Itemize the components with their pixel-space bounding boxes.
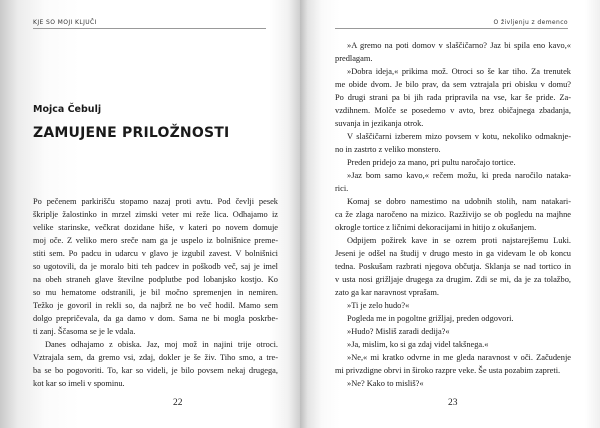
text-line: »Ja, mislim, ko si ga zdaj videl takšnega.« [347, 340, 489, 349]
text-line: zato ga kar naravnost vprašam. [335, 288, 439, 297]
paragraph [33, 195, 278, 338]
text-line: so mu hematome odstranili, je bil močno spremenjen in nemiren. [33, 288, 278, 297]
text-line: Preden pridejo za mano, pri pultu naročajo tortice. [347, 158, 516, 167]
text-line: V slaščičarni izberem mizo povsem v kotu, nekoliko odmaknje- [347, 132, 571, 141]
text-line: predlagam. [335, 54, 373, 63]
text-line: ca že zlaga naročeno na mizico. Razživijo se ob pogledu na majhne [335, 210, 571, 219]
text-line: ba se bo pogovoriti. To, kar so videli, je bilo povsem nekaj drugega, [33, 366, 278, 375]
running-head: KJE SO MOJI KLJUČI [33, 19, 97, 26]
text-line: vzdihnem. Molče se posedemo v avto, brez običajnega zbadanja, [335, 106, 571, 115]
paragraph [335, 338, 571, 351]
paragraph [335, 39, 571, 65]
page-number: 22 [173, 398, 183, 408]
text-line: »Ne,« mi kratko odvrne in me gleda naravnost v oči. Začudenje [347, 353, 571, 362]
header-rule [33, 28, 266, 29]
text-line: Po pečenem parkirišču stopamo nazaj proti avtu. Pod čevlji pesek [33, 197, 278, 206]
paragraph [335, 156, 571, 169]
text-line: moj oče. Z veliko mero sreče nam ga je uspelo iz bolnišnice preme- [33, 236, 278, 245]
text-line: »Hudo? Misliš zaradi dedija?« [347, 327, 450, 336]
text-line: Komaj se dobro namestimo na udobnih stolih, nam natakari- [347, 197, 571, 206]
text-line: Vztrajala sem, da gremo vsi, zdaj, dokler je še živ. Tiho smo, a tre- [33, 353, 278, 362]
text-line: okrogle tortice z ličnimi dekoracijami in hitijo z okušanjem. [335, 223, 537, 232]
text-line: »Dobra ideja,« prikima mož. Otroci so še kar tiho. Za trenutek [347, 67, 571, 76]
text-line: na obeh straneh glave številne podplutbe pod lobanjsko kostjo. Ko [33, 275, 278, 284]
text-line: no in zastrto z veliko monstero. [335, 145, 441, 154]
paragraph [335, 312, 571, 325]
text-line: me obide dvom. Je bilo prav, da sem vztrajala pri obisku v domu? [335, 80, 571, 89]
text-line: »A gremo na poti domov v slaščičarno? Jaz bi spila eno kavo,« [347, 41, 571, 50]
text-line: »Ti je zelo hudo?« [347, 301, 410, 310]
chapter-title: ZAMUJENE PRILOŽNOSTI [33, 125, 230, 141]
text-line: velike starinske, večkrat dozidane hiše, v kateri po novem domuje [33, 223, 278, 232]
text-line: dolgo prepričevala, da ga damo v dom. Sama ne bi mogla poskrbe- [33, 314, 278, 323]
text-line: v usta nosi grižljaje drugega za drugim. Zdi se mi, da je za tolažbo, [335, 275, 571, 284]
text-line: »Ne? Kako to misliš?« [347, 379, 424, 388]
text-line: stiti sem. Po padcu in udarcu v glavo je izgubil zavest. V bolnišnici [33, 249, 278, 258]
text-line: suvanja in jezikanja otrok. [335, 119, 424, 128]
paragraph [335, 65, 571, 130]
body-text [33, 195, 278, 390]
paragraph [335, 299, 571, 312]
header-rule [335, 28, 568, 29]
paragraph [335, 325, 571, 338]
text-line: Danes odhajamo z obiska. Jaz, moj mož in najini trije otroci. [45, 340, 278, 349]
author-name: Mojca Čebulj [33, 104, 102, 115]
text-line: so ugotovili, da je moralo biti teh padcev in poškodb več, saj je imel [33, 262, 278, 271]
text-line: škriplje žalostinko in mrzel zimski veter mi reže lica. Odhajamo iz [33, 210, 278, 219]
paragraph [335, 234, 571, 299]
paragraph [335, 351, 571, 377]
paragraph [33, 338, 278, 390]
text-line: Odpijem požirek kave in se ozrem proti najstarejšemu Luki. [347, 236, 571, 245]
right-page [300, 0, 600, 428]
body-text [335, 39, 571, 390]
text-line: Jeseni je odšel na študij v drugo mesto in ga videvam le ob koncu [335, 249, 571, 258]
paragraph [335, 130, 571, 156]
text-line: Po drugi strani pa bi jih rada pripravila na vse, kar še pride. Za- [335, 93, 571, 102]
page-number: 23 [448, 398, 458, 408]
text-line: Težko je govoril in rekli so, da najbrž ne bo več hodil. Mamo sem [33, 301, 278, 310]
paragraph [335, 195, 571, 234]
paragraph [335, 377, 571, 390]
text-line: rici. [335, 184, 349, 193]
text-line: mi privzdigne obrvi in široko razpre veke. Še usta pozabim zapreti. [335, 366, 561, 375]
text-line: Pogleda me in pogoltne grižljaj, preden odgovori. [347, 314, 514, 323]
text-line: »Jaz bom samo kavo,« rečem možu, ki preda naročilo nataka- [347, 171, 571, 180]
text-line: ti zanj. Ščasoma se je le vdala. [33, 327, 136, 336]
paragraph [335, 169, 571, 195]
text-line: tedna. Poskušam razbrati njegova občutja. Sklanja se nad tortico in [335, 262, 571, 271]
text-line: kot kar so imeli v spominu. [33, 379, 125, 388]
running-head: O življenju z demenco [493, 19, 568, 26]
